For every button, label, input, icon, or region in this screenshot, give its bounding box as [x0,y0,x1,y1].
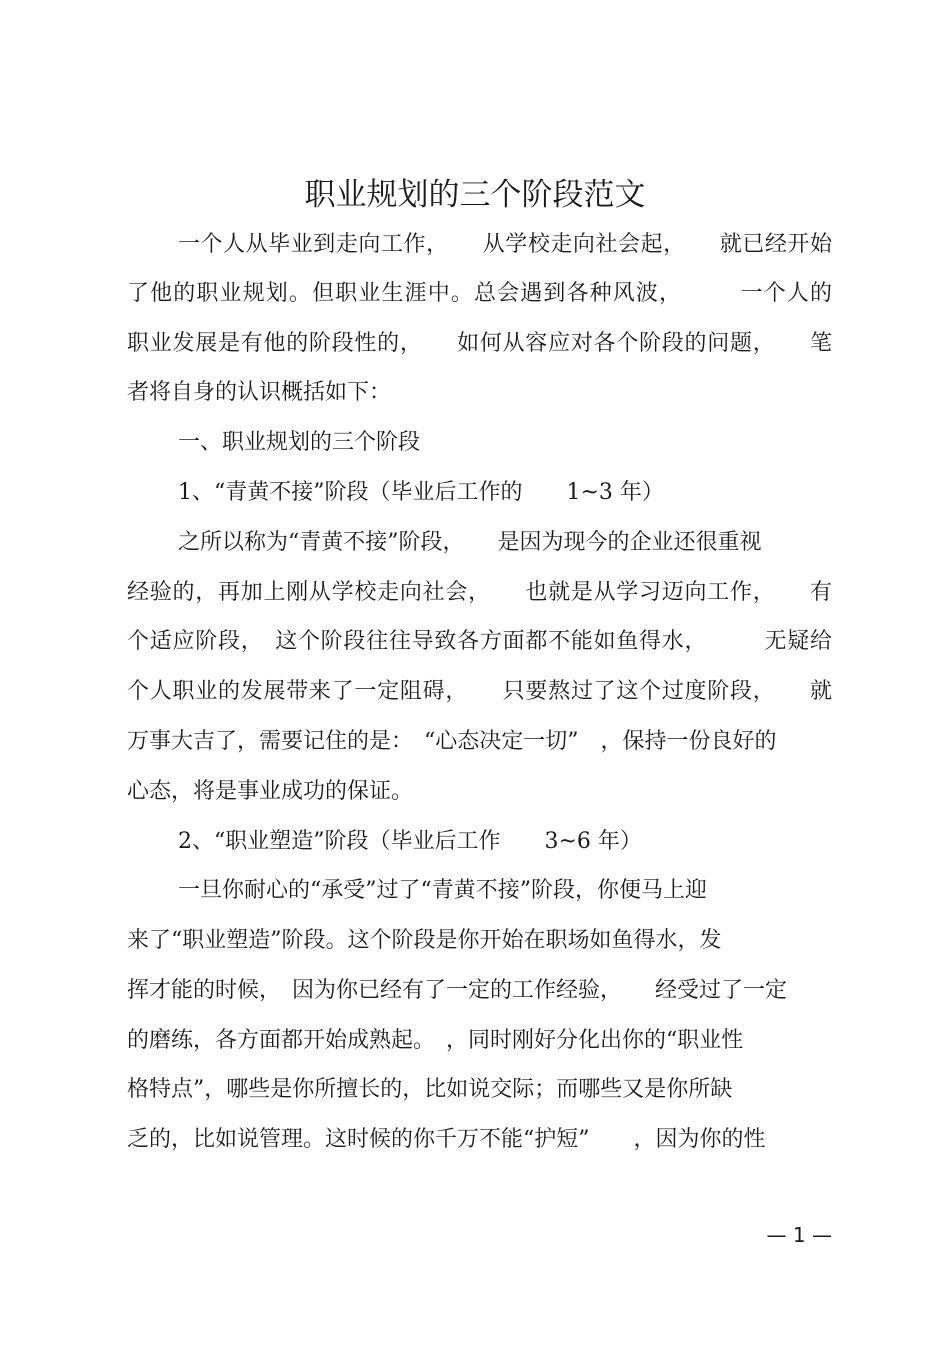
paragraph-line: 万事大吉了，需要记住的是： “心态决定一切” ，保持一份良好的 [127,729,777,754]
paragraph-line: 者将自身的认识概括如下： [127,380,392,405]
paragraph-line: 了他的职业规划。但职业生涯中。总会遇到各种风波， 一个人的 [127,281,832,306]
paragraph-line: 职业发展是有他的阶段性的， 如何从容应对各个阶段的问题， 笔 [127,331,832,356]
section-heading: 一、职业规划的三个阶段 [178,430,421,455]
paragraph-line: 乏的，比如说管理。这时候的你千万不能“护短” ，因为你的性 [127,1127,766,1152]
page-title: 职业规划的三个阶段范文 [304,177,646,213]
paragraph-line: 挥才能的时候， 因为你已经有了一定的工作经验， 经受过了一定 [127,978,788,1003]
paragraph-line: 经验的，再加上刚从学校走向社会， 也就是从学习迈向工作， 有 [127,580,832,605]
subsection-heading: 1、“青黄不接”阶段（毕业后工作的 1~3 年） [178,480,664,505]
paragraph-line: 一旦你耐心的“承受”过了“青黄不接”阶段，你便马上迎 [178,878,707,903]
subsection-heading: 2、“职业塑造”阶段（毕业后工作 3~6 年） [178,829,642,854]
page-number: — 1 — [766,1223,832,1247]
paragraph-line: 个人职业的发展带来了一定阻碍， 只要熬过了这个过度阶段， 就 [127,679,832,704]
paragraph-line: 一个人从毕业到走向工作， 从学校走向社会起， 就已经开始 [178,232,832,257]
paragraph-line: 格特点”，哪些是你所擅长的，比如说交际；而哪些又是你所缺 [127,1077,733,1102]
paragraph-line: 之所以称为“青黄不接”阶段， 是因为现今的企业还很重视 [178,530,762,555]
paragraph-line: 心态，将是事业成功的保证。 [127,779,414,804]
paragraph-line: 个适应阶段， 这个阶段往往导致各方面都不能如鱼得水， 无疑给 [127,629,832,654]
paragraph-line: 的磨练，各方面都开始成熟起。 ，同时刚好分化出你的“职业性 [127,1028,744,1053]
paragraph-line: 来了“职业塑造”阶段。这个阶段是你开始在职场如鱼得水，发 [127,928,722,953]
